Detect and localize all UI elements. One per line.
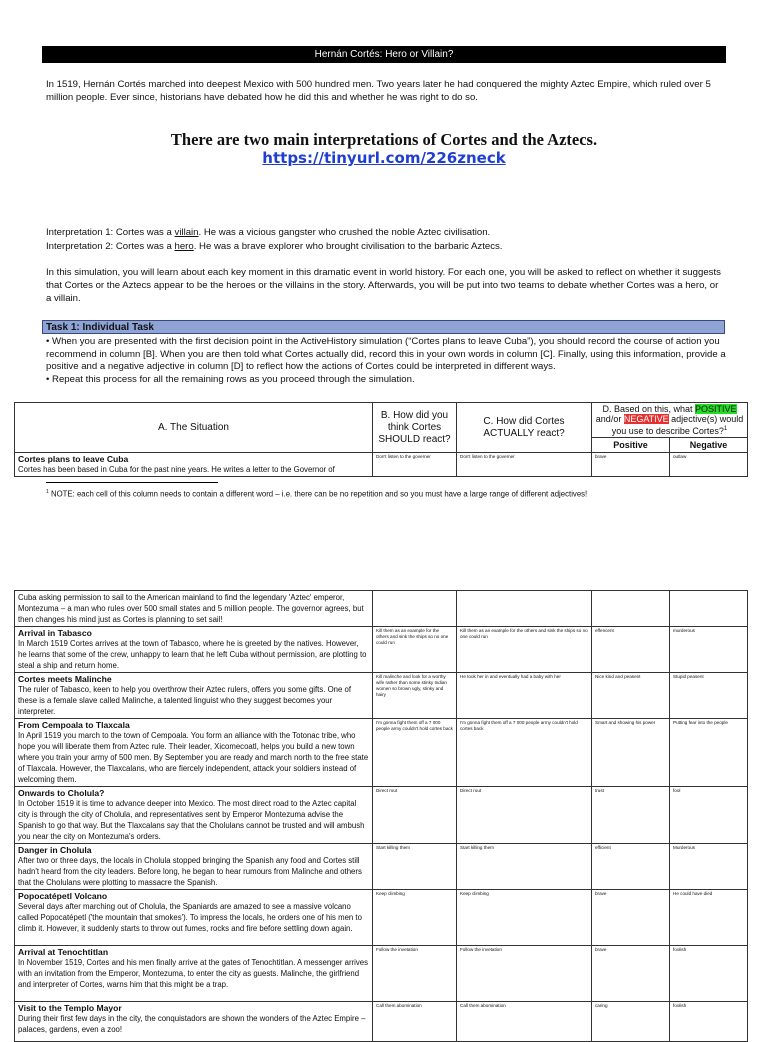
table-row [15, 627, 748, 673]
positive-cell[interactable]: Smart and showing his power [592, 719, 670, 787]
situation-cell [15, 591, 373, 627]
situation-title: Onwards to Cholula? [18, 788, 105, 798]
situation-text: In October 1519 it is time to advance deeper into Mexico. The most direct road to the Aztec capital city is through the city of Cholula, and representatives sent by Emperor Montezuma advise the Spanish to go that way. But the Tlaxcalans say that the Cholulans cannot be trusted and will ambush you near the city on Montezuma's orders. [18, 799, 365, 841]
situation-text: In March 1519 Cortes arrives at the town of Tabasco, where he is greeted by the natives. However, he learns that some of the crew, unhappy to learn that he left Cuba without permission, are plotting to steal a ship and return home. [18, 639, 367, 670]
situation-text: In November 1519, Cortes and his men finally arrive at the gates of Tenochtitlan. A messenger arrives with an invitation from the Emperor, Montezuma, to enter the city as guests. Malinche, the girlfriend and interpreter of Cortes, warns him that this might be a trap. [18, 958, 369, 989]
negative-cell[interactable] [670, 591, 748, 627]
positive-cell[interactable]: brave [592, 453, 670, 477]
footnote-ref: 1 [723, 426, 728, 432]
actually-react-cell[interactable]: Keep climbing [457, 890, 592, 946]
simulation-paragraph: In this simulation, you will learn about each key moment in this dramatic event in world history. For each one, you will be asked to reflect on whether it suggests that Cortes or the Aztecs appear to be the heroes or the villains in the story. Afterwards, you will be put into two teams to debate whether Cortes was a hero, or a villain. [46, 267, 721, 304]
should-react-cell[interactable]: Don't listen to the governer [373, 453, 457, 477]
should-react-cell[interactable]: Kill malinche and look for a worthy wife rather than some stinky Indian women so brown ugly, stinky and hairy [373, 673, 457, 719]
situation-cell [15, 946, 373, 1002]
situation-text: In April 1519 you march to the town of Cempoala. You form an alliance with the Totonac tribe, who hope you will liberate them from Aztec rule. Their leader, Xicomecoatl, helps you build a new town where you train your army of 500 men. By September you are ready and march north to the free state of Tlaxcala. However, the Tlaxcalans, who are fiercely independent, attack your soldiers instead of welcoming them. [18, 731, 369, 784]
situation-title: Popocatépetl Volcano [18, 891, 108, 901]
header-actually-react: C. How did Cortes ACTUALLY react? [457, 403, 592, 453]
situation-cell [15, 719, 373, 787]
table-row [15, 719, 748, 787]
actually-react-cell[interactable]: Don't listen to the governer [457, 453, 592, 477]
positive-cell[interactable]: brave [592, 946, 670, 1002]
table-row [15, 1002, 748, 1042]
situation-text: Several days after marching out of Cholula, the Spaniards are amazed to see a massive volcano called Popocatépetl ('the mountain that smokes'). To impress the locals, he orders one of his men to climb it. However, it suddenly starts to throw out fumes, rocks and fire before settling down again. [18, 902, 362, 933]
positive-cell[interactable]: efficient [592, 844, 670, 890]
header-d-mid: and/or [595, 414, 624, 424]
task-instructions [46, 336, 726, 386]
negative-cell[interactable]: outlaw [670, 453, 748, 477]
header-d-pre: D. Based on this, what [602, 404, 696, 414]
activity-table-top [14, 402, 748, 477]
situation-cell [15, 1002, 373, 1042]
situation-continuation: Cuba asking permission to sail to the American mainland to find the legendary 'Aztec' emperor, Montezuma – a man who rules over 500 small states and 5 million people. The governor agrees, but then changes his mind just as Cortes is planning to set sail! [18, 593, 364, 624]
situation-title: Cortes meets Malinche [18, 674, 112, 684]
actually-react-cell[interactable]: Call them abomination [457, 1002, 592, 1042]
negative-cell[interactable]: He could have died [670, 890, 748, 946]
header-negative: Negative [670, 438, 748, 453]
interp1-suffix: . He was a vicious gangster who crushed the noble Aztec civilisation. [198, 227, 491, 238]
negative-cell[interactable]: Murderous [670, 844, 748, 890]
positive-cell[interactable]: caring [592, 1002, 670, 1042]
heading-text: There are two main interpretations of Cortes and the Aztecs. [170, 130, 598, 149]
interpretations-heading [46, 130, 722, 168]
table-row [15, 453, 748, 477]
table-row [15, 844, 748, 890]
positive-cell[interactable] [592, 591, 670, 627]
situation-cell [15, 453, 373, 477]
table-row [15, 890, 748, 946]
should-react-cell[interactable]: Follow the invetation [373, 946, 457, 1002]
should-react-cell[interactable]: Direct rout [373, 787, 457, 844]
task-heading: Task 1: Individual Task [42, 320, 725, 334]
situation-cell [15, 890, 373, 946]
header-situation: A. The Situation [15, 403, 373, 453]
instruction-bullet-1: • When you are presented with the first decision point in the ActiveHistory simulation (“Cortes plans to leave Cuba”), you should record the course of action you recommend in column [B]. When you are then told what Cortes actually did, record this in your own words in column [C]. Finally, using this information, provide a positive and a negative adjective in column [D] to reflect how the actions of Cortes could be interpreted in different ways. [46, 336, 726, 372]
tinyurl-link[interactable]: https://tinyurl.com/226zneck [262, 149, 506, 167]
interp1-word: villain [174, 227, 199, 238]
interp2-suffix: . He was a brave explorer who brought civilisation to the barbaric Aztecs. [193, 241, 503, 252]
interpretation-2 [46, 240, 726, 254]
negative-cell[interactable]: murderous [670, 627, 748, 673]
actually-react-cell[interactable]: Follow the invetation [457, 946, 592, 1002]
negative-cell[interactable]: Stupid peasent [670, 673, 748, 719]
table-row [15, 591, 748, 627]
negative-cell[interactable]: foolish [670, 946, 748, 1002]
positive-highlight: POSITIVE [695, 404, 737, 414]
table-row [15, 787, 748, 844]
should-react-cell[interactable]: Kill them as an example for the others and sink the ships so no one could run [373, 627, 457, 673]
actually-react-cell[interactable]: Direct rout [457, 787, 592, 844]
situation-title: Visit to the Templo Mayor [18, 1003, 122, 1013]
positive-cell[interactable]: effencent [592, 627, 670, 673]
situation-title: Arrival in Tabasco [18, 628, 92, 638]
positive-cell[interactable]: trust [592, 787, 670, 844]
should-react-cell[interactable]: I'm gonna fight them off a 7 000 people army couldn't hold cortes back [373, 719, 457, 787]
interp2-prefix: Interpretation 2: Cortes was a [46, 241, 175, 252]
negative-highlight: NEGATIVE [623, 414, 669, 424]
should-react-cell[interactable]: Call them abomination [373, 1002, 457, 1042]
situation-title: Cortes plans to leave Cuba [18, 454, 129, 464]
situation-cell [15, 627, 373, 673]
interpretation-1 [46, 226, 726, 240]
footnote-text: NOTE: each cell of this column needs to contain a different word – i.e. there can be no repetition and so you must have a large range of different adjectives! [48, 489, 588, 499]
header-should-react: B. How did you think Cortes SHOULD react? [373, 403, 457, 453]
actually-react-cell[interactable]: Start killing them [457, 844, 592, 890]
instruction-bullet-2: • Repeat this process for all the remaining rows as you proceed through the simulation. [46, 373, 415, 385]
situation-cell [15, 787, 373, 844]
negative-cell[interactable]: fool [670, 787, 748, 844]
situation-text: The ruler of Tabasco, keen to help you overthrow their Aztec rulers, offers you some gifts. One of these is a female slave called Malinche, a talented linguist who they suggest becomes your interpreter. [18, 685, 351, 716]
interpretations [46, 226, 726, 254]
actually-react-cell[interactable]: He took her in and eventually had a baby with her [457, 673, 592, 719]
actually-react-cell[interactable] [457, 591, 592, 627]
negative-cell[interactable]: foolish [670, 1002, 748, 1042]
positive-cell[interactable]: brave [592, 890, 670, 946]
footnote-number: 1 [46, 489, 49, 495]
actually-react-cell[interactable]: I'm gonna fight them off a 7 000 people army couldn't hold cortes back [457, 719, 592, 787]
should-react-cell[interactable]: Keep climbing [373, 890, 457, 946]
header-positive: Positive [592, 438, 670, 453]
interp1-prefix: Interpretation 1: Cortes was a [46, 227, 175, 238]
situation-title: Arrival at Tenochtitlan [18, 947, 109, 957]
negative-cell[interactable]: Putting fear into the people [670, 719, 748, 787]
actually-react-cell[interactable]: Kill them as an example for the others and sink the ships so no one could run [457, 627, 592, 673]
should-react-cell[interactable]: Start killing them [373, 844, 457, 890]
positive-cell[interactable]: Nice kind and peasent [592, 673, 670, 719]
situation-title: From Cempoala to Tlaxcala [18, 720, 130, 730]
should-react-cell[interactable] [373, 591, 457, 627]
situation-text: During their first few days in the city, the conquistadors are shown the wonders of the Aztec Empire – palaces, gardens, even a zoo! [18, 1014, 366, 1034]
activity-table-continued [14, 590, 748, 1042]
header-adjectives [592, 403, 748, 438]
header-d-post: adjective(s) would you use to describe Cortes? [611, 414, 744, 436]
footnote-separator [46, 482, 218, 483]
situation-cell [15, 844, 373, 890]
situation-title: Danger in Cholula [18, 845, 92, 855]
situation-cell [15, 673, 373, 719]
intro-paragraph: In 1519, Hernán Cortés marched into deepest Mexico with 500 hundred men. Two years later he had conquered the mighty Aztec Empire, which ruled over 5 million people. Ever since, historians have debated how he did this and whether he was right to do so. [46, 79, 711, 103]
situation-text: Cortes has been based in Cuba for the past nine years. He writes a letter to the Governor of [18, 465, 335, 474]
table-row [15, 673, 748, 719]
situation-text: After two or three days, the locals in Cholula stopped bringing the Spanish any food and Cortes still hadn't heard from the city leaders. Before long, he began to hear rumours from Malinche and others that the Cholulans were plotting to massacre the Spanish. [18, 856, 362, 887]
table-row [15, 946, 748, 1002]
document-title: Hernán Cortés: Hero or Villain? [42, 46, 726, 63]
interp2-word: hero [174, 241, 194, 252]
footnote [46, 487, 746, 500]
